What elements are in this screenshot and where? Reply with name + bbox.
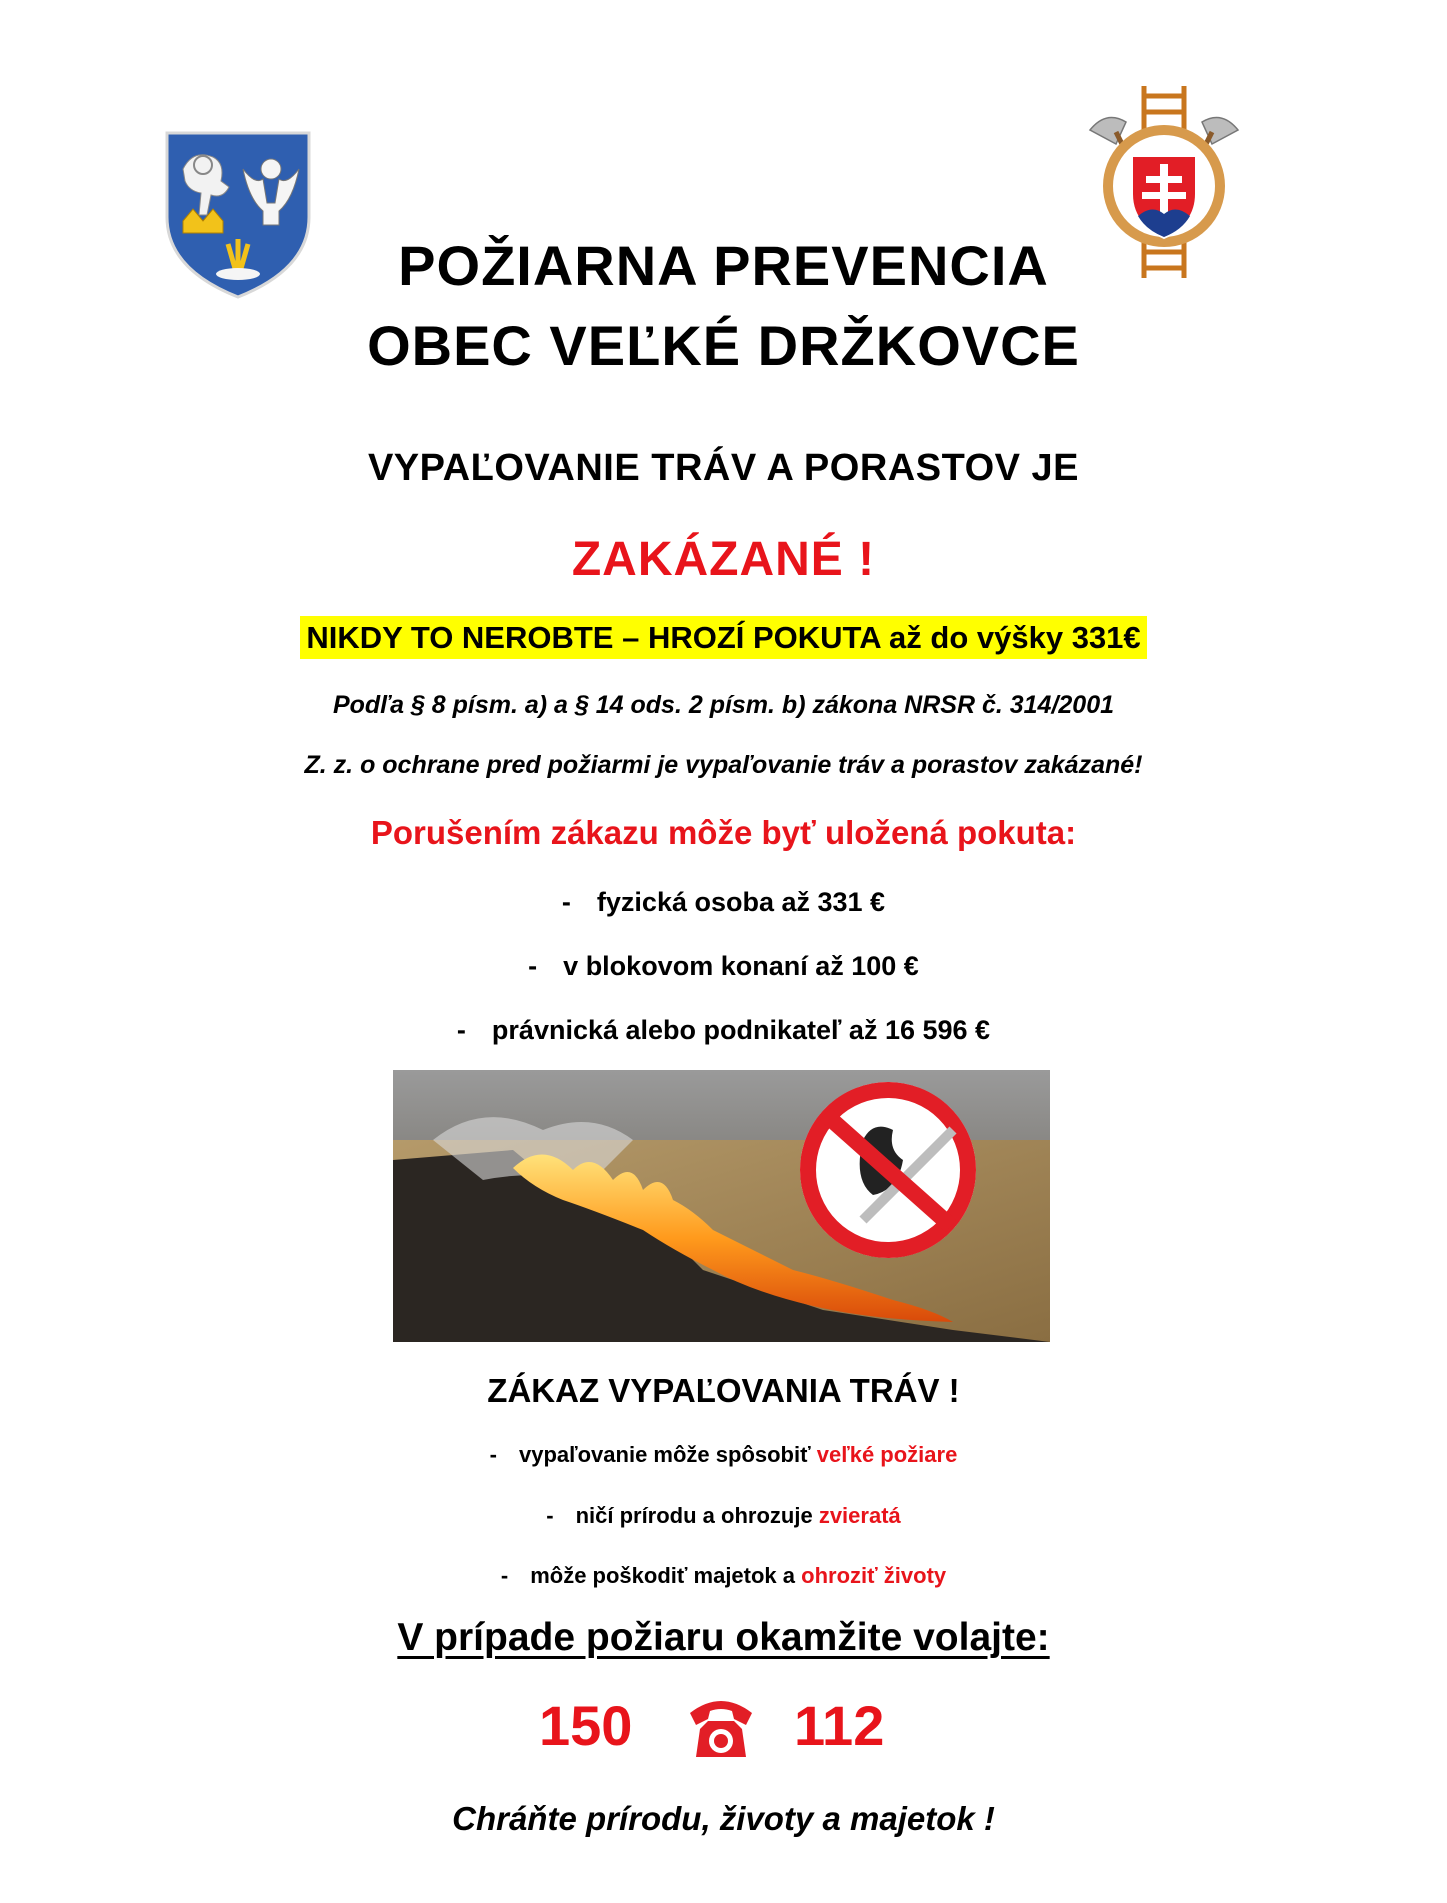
bullet-dash: - [489, 1442, 497, 1467]
fine-item-text: právnická alebo podnikateľ až 16 596 € [491, 1015, 991, 1045]
ban-reason-item [0, 1503, 1447, 1529]
bullet-dash: - [528, 951, 538, 981]
burning-grass-photo [393, 1070, 1050, 1342]
reason-highlight: veľké požiare [816, 1442, 958, 1467]
page-title-line1: POŽIARNA PREVENCIA [398, 234, 1049, 297]
bullet-dash: - [546, 1503, 554, 1528]
slogan: Chráňte prírodu, životy a majetok ! [452, 1800, 995, 1837]
forbidden-label: ZAKÁZANÉ ! [571, 533, 876, 586]
reason-text: ničí prírodu a ohrozuje [575, 1503, 819, 1528]
bullet-dash: - [500, 1563, 509, 1588]
fine-warning-text: NIKDY TO NEROBTE – HROZÍ POKUTA až do výšky 331€ [300, 616, 1146, 659]
law-reference-line2: Z. z. o ochrane pred požiarmi je vypaľovanie tráv a porastov zakázané! [304, 751, 1143, 779]
fine-item-text: v blokovom konaní až 100 € [563, 951, 919, 981]
fine-item [0, 887, 1447, 918]
fine-item [0, 951, 1447, 982]
ban-reason-item [0, 1563, 1447, 1589]
fine-heading: Porušením zákazu môže byť uložená pokuta: [370, 814, 1077, 851]
fine-item [0, 1015, 1447, 1046]
fine-item-text: fyzická osoba až 331 € [596, 887, 886, 917]
ban-title: ZÁKAZ VYPAĽOVANIA TRÁV ! [487, 1372, 960, 1409]
reason-text: môže poškodiť majetok a [530, 1563, 802, 1588]
telephone-icon [686, 1693, 756, 1766]
no-fire-sign [800, 1082, 976, 1258]
bullet-dash: - [561, 887, 571, 917]
law-reference-line1: Podľa § 8 písm. a) a § 14 ods. 2 písm. b) zákona NRSR č. 314/2001 [332, 691, 1115, 719]
emergency-call-text: V prípade požiaru okamžite volajte: [397, 1616, 1050, 1659]
warning-banner [0, 620, 1447, 656]
bullet-dash: - [456, 1015, 466, 1045]
emergency-numbers [0, 1693, 1447, 1773]
page-title-line2: OBEC VEĽKÉ DRŽKOVCE [367, 314, 1080, 377]
reason-highlight: ohroziť životy [801, 1563, 947, 1588]
reason-highlight: zvieratá [818, 1503, 901, 1528]
ban-reason-item [0, 1442, 1447, 1468]
notice-headline: VYPAĽOVANIE TRÁV A PORASTOV JE [367, 447, 1080, 489]
emergency-number-150: 150 [539, 1694, 633, 1757]
emergency-number-112: 112 [794, 1694, 885, 1757]
reason-text: vypaľovanie môže spôsobiť [519, 1442, 817, 1467]
